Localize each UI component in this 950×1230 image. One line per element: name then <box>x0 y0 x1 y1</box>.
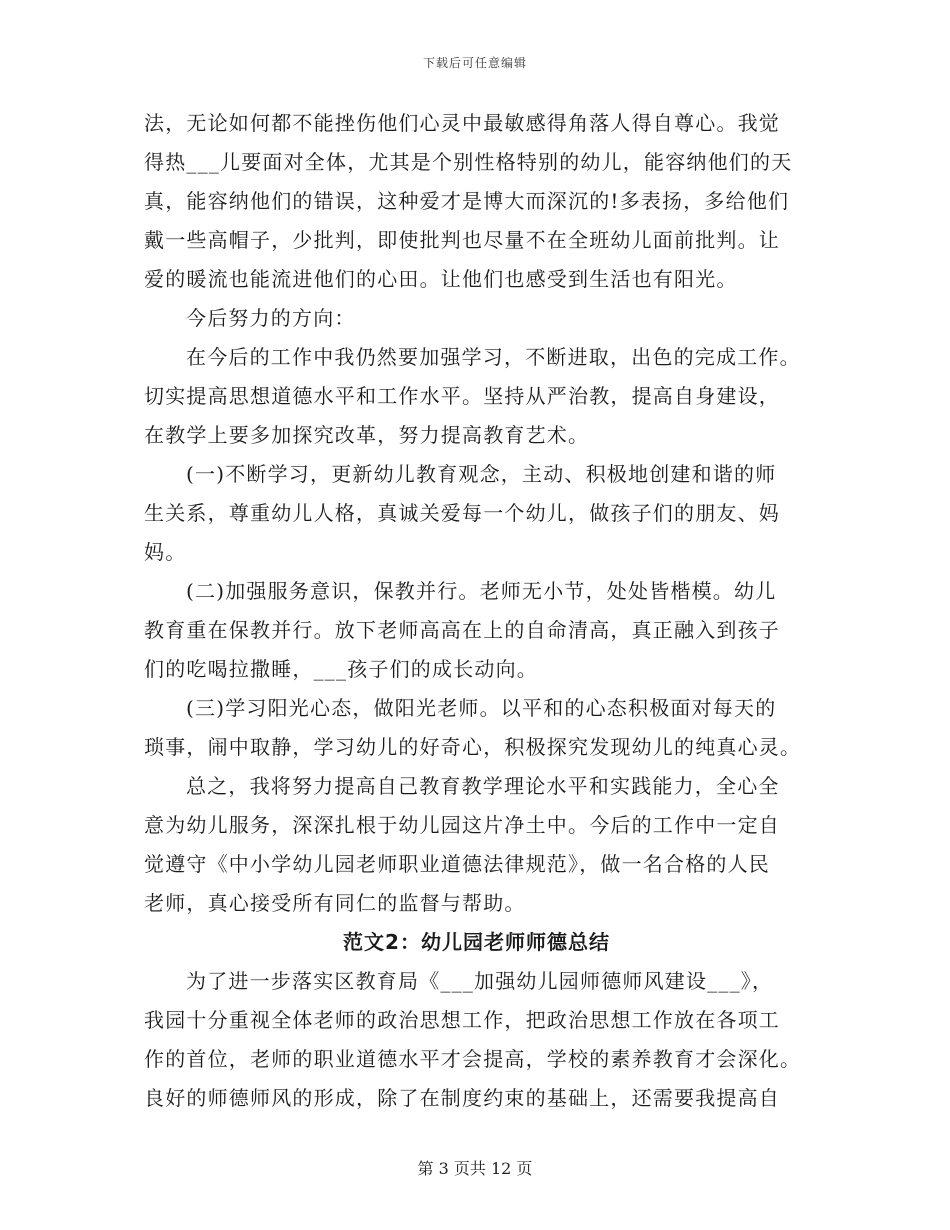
text-line: 得热___儿要面对全体，尤其是个别性格特别的幼儿，能容纳他们的天 <box>144 150 793 174</box>
text-line: 在教学上要多加探究改革，努力提高教育艺术。 <box>144 423 590 447</box>
text-line: 琐事，闹中取静，学习幼儿的好奇心，积极探究发现幼儿的纯真心灵。 <box>144 735 802 759</box>
text-line: 觉遵守《中小学幼儿园老师职业道德法律规范》，做一名合格的人民 <box>144 852 770 876</box>
text-line: 良好的师德师风的形成，除了在制度约束的基础上，还需要我提高自 <box>144 1086 780 1110</box>
text-line: 意为幼儿服务，深深扎根于幼儿园这片净土中。今后的工作中一定自 <box>144 813 780 837</box>
text-line: 我园十分重视全体老师的政治思想工作，把政治思想工作放在各项工 <box>144 1008 780 1032</box>
text-line: 真，能容纳他们的错误，这种爱才是博大而深沉的!多表扬，多给他们 <box>144 189 790 213</box>
text-line: 妈。 <box>144 540 187 564</box>
text-line: 作的首位，老师的职业道德水平才会提高，学校的素养教育才会深化。 <box>144 1047 802 1071</box>
text-line: 们的吃喝拉撒睡，___孩子们的成长动向。 <box>144 657 538 681</box>
text-line: 生关系，尊重幼儿人格，真诚关爱每一个幼儿，做孩子们的朋友、妈 <box>144 501 780 525</box>
text-line: 切实提高思想道德水平和工作水平。坚持从严治教，提高自身建设， <box>144 384 780 408</box>
page-number: 第 3 页共 12 页 <box>417 1159 533 1178</box>
text-line: 在今后的工作中我仍然要加强学习，不断进取，出色的完成工作。 <box>186 345 801 369</box>
list-item-3: (三)学习阳光心态，做阳光老师。以平和的心态积极面对每天的 <box>186 696 777 720</box>
text-line: 戴一些高帽子，少批判，即使批判也尽量不在全班幼儿面前批判。让 <box>144 228 780 252</box>
list-item-2: (二)加强服务意识，保教并行。老师无小节，处处皆楷模。幼儿 <box>186 579 777 603</box>
text-line: 总之，我将努力提高自己教育教学理论水平和实践能力，全心全 <box>186 774 780 798</box>
section-heading: 范文2：幼儿园老师师德总结 <box>343 930 610 954</box>
text-line: 为了进一步落实区教育局《___加强幼儿园师德师风建设___》， <box>186 969 774 993</box>
text-line: 教育重在保教并行。放下老师高高在上的自命清高，真正融入到孩子 <box>144 618 780 642</box>
document-body <box>144 104 809 1118</box>
text-line: 爱的暖流也能流进他们的心田。让他们也感受到生活也有阳光。 <box>144 267 738 291</box>
text-line: 老师，真心接受所有同仁的监督与帮助。 <box>144 891 526 915</box>
page-header-note: 下载后可任意编辑 <box>422 56 527 70</box>
section-label: 今后努力的方向： <box>186 306 356 330</box>
list-item-1: (一)不断学习，更新幼儿教育观念，主动、积极地创建和谐的师 <box>186 462 777 486</box>
text-line: 法，无论如何都不能挫伤他们心灵中最敏感得角落人得自尊心。我觉 <box>144 111 780 135</box>
